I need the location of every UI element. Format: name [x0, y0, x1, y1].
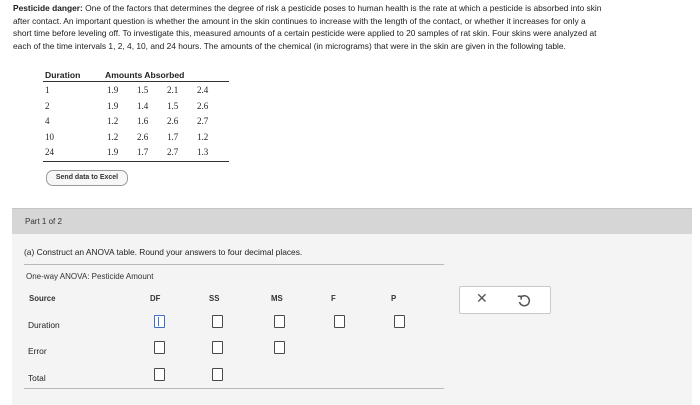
amount-cell: 1.2	[107, 131, 119, 142]
row-total: Total	[28, 373, 46, 383]
problem-line-1: One of the factors that determines the degree of risk a pesticide poses to human health is the rate at which a pesticide is absorbed into skin	[85, 3, 602, 13]
data-row	[43, 82, 229, 98]
duration-ss-input[interactable]	[212, 315, 223, 328]
row-duration: Duration	[28, 320, 60, 330]
amount-cell: 1.2	[107, 116, 119, 127]
problem-line-3: short time before leveling off. To investigate this, measured amounts of a certain pesticide were applied to 20 samples of rat skin. Four skins were analyzed at	[13, 28, 597, 39]
problem-line-2: after contact. An important question is whether the amount in the skin continues to increase with the length of the contact, or whether it increases for only a	[13, 15, 586, 26]
problem-line-4: each of the time intervals 1, 2, 4, 10, and 24 hours. The amounts of the chemical (in micrograms) that were in the skin are given in the following table.	[13, 40, 566, 51]
amount-cell: 1.3	[197, 147, 209, 158]
total-df-input[interactable]	[154, 368, 165, 381]
amount-cell: 1.7	[167, 131, 179, 142]
total-ss-input[interactable]	[212, 368, 223, 381]
col-ss: SS	[209, 294, 220, 303]
duration-f-input[interactable]	[334, 315, 345, 328]
part-label: Part 1 of 2	[25, 217, 62, 226]
amount-cell: 2.1	[167, 85, 179, 95]
data-row	[43, 113, 229, 129]
col-p: P	[391, 294, 397, 303]
col-source: Source	[29, 294, 56, 303]
amount-cell: 1.9	[107, 147, 119, 158]
col-ms: MS	[271, 294, 283, 303]
amount-cell: 1.6	[137, 116, 149, 127]
problem-title: Pesticide danger:	[13, 3, 83, 13]
duration-ms-input[interactable]	[274, 315, 285, 328]
data-row	[43, 129, 229, 145]
amount-cell: 1.5	[137, 85, 149, 95]
row-error: Error	[28, 346, 47, 356]
duration-cell: 24	[45, 147, 54, 158]
amount-cell: 2.7	[167, 147, 179, 158]
duration-cell: 1	[45, 85, 50, 95]
divider	[24, 388, 444, 389]
amount-cell: 1.9	[107, 100, 119, 111]
amount-cell: 1.4	[137, 100, 149, 111]
part-header	[12, 208, 692, 235]
amounts-header: Amounts Absorbed	[105, 70, 185, 80]
data-table-header	[43, 67, 229, 82]
close-icon[interactable]: ✕	[476, 290, 488, 306]
amount-cell: 1.2	[197, 131, 209, 142]
answer-actions	[459, 286, 551, 314]
amount-cell: 2.6	[197, 100, 209, 111]
amount-cell: 2.4	[197, 85, 209, 95]
amount-cell: 1.7	[137, 147, 149, 158]
undo-icon[interactable]	[516, 292, 532, 308]
send-to-excel-button[interactable]: Send data to Excel	[46, 170, 128, 186]
data-row	[43, 144, 229, 160]
anova-title: One-way ANOVA: Pesticide Amount	[26, 272, 154, 281]
amount-cell: 2.7	[197, 116, 209, 127]
duration-cell: 2	[45, 100, 50, 111]
amount-cell: 2.6	[137, 131, 149, 142]
data-row	[43, 98, 229, 114]
col-df: DF	[150, 294, 161, 303]
amount-cell: 2.6	[167, 116, 179, 127]
duration-p-input[interactable]	[394, 315, 405, 328]
amount-cell: 1.9	[107, 85, 119, 95]
data-table	[43, 67, 229, 162]
duration-cell: 4	[45, 116, 50, 127]
question-panel	[12, 234, 692, 405]
amount-cell: 1.5	[167, 100, 179, 111]
duration-df-input[interactable]	[154, 315, 165, 328]
error-df-input[interactable]	[154, 341, 165, 354]
problem-statement	[13, 2, 689, 52]
duration-cell: 10	[45, 131, 54, 142]
question-text: (a) Construct an ANOVA table. Round your answers to four decimal places.	[24, 247, 303, 257]
error-ss-input[interactable]	[212, 341, 223, 354]
divider	[24, 264, 444, 265]
error-ms-input[interactable]	[274, 341, 285, 354]
duration-header: Duration	[45, 70, 81, 80]
col-f: F	[331, 294, 336, 303]
